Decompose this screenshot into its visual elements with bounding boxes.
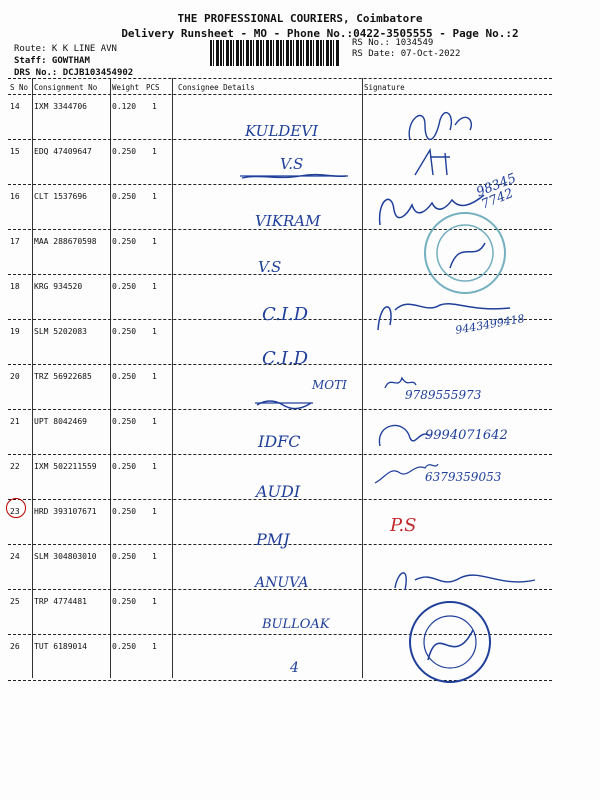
row-weight: 0.250 <box>112 147 137 156</box>
handwritten-consignee: ANUVA <box>255 575 309 591</box>
row-pcs: 1 <box>152 372 157 381</box>
row-weight: 0.250 <box>112 417 137 426</box>
row-pcs: 1 <box>152 417 157 426</box>
handwritten-consignee: V.S <box>280 155 304 173</box>
handwritten-consignee: 4 <box>290 660 299 676</box>
divider <box>8 454 552 455</box>
handwritten-phone: 9789555973 <box>405 388 482 402</box>
row-pcs: 1 <box>152 192 157 201</box>
row-sno: 15 <box>10 147 20 156</box>
signature-scribble <box>395 100 495 150</box>
col-weight: Weight <box>112 83 140 92</box>
row-consignment: TRZ 56922685 <box>34 372 92 381</box>
rs-date: RS Date: 07-Oct-2022 <box>352 49 461 59</box>
row-weight: 0.250 <box>112 597 137 606</box>
row-weight: 0.250 <box>112 282 137 291</box>
row-pcs: 1 <box>152 462 157 471</box>
row-consignment: SLM 5202083 <box>34 327 87 336</box>
row-consignment: HRD 393107671 <box>34 507 97 516</box>
barcode <box>210 40 340 66</box>
row-sno: 18 <box>10 282 20 291</box>
rs-number: RS No.: 1034549 <box>352 38 434 48</box>
row-pcs: 1 <box>152 507 157 516</box>
row-sno: 19 <box>10 327 20 336</box>
strikethrough-word <box>255 395 315 411</box>
row-consignment: MAA 288670598 <box>34 237 97 246</box>
signature-scribble <box>405 145 465 185</box>
row-weight: 0.250 <box>112 507 137 516</box>
signature-scribble <box>370 290 520 340</box>
row-pcs: 1 <box>152 552 157 561</box>
row-sno: 25 <box>10 597 20 606</box>
handwritten-consignee: IDFC <box>258 432 301 451</box>
row-consignment: KRG 934520 <box>34 282 83 291</box>
row-consignment: UPT 8042469 <box>34 417 87 426</box>
strikethrough-word <box>240 168 350 184</box>
row-consignment: IXM 502211559 <box>34 462 97 471</box>
row-consignment: SLM 304803010 <box>34 552 97 561</box>
handwritten-consignee: C.I.D <box>262 304 309 325</box>
col-pcs: PCS <box>146 83 160 92</box>
signature-scribble <box>390 560 540 600</box>
row-weight: 0.250 <box>112 192 137 201</box>
row-sno: 22 <box>10 462 20 471</box>
row-weight: 0.120 <box>112 102 137 111</box>
row-weight: 0.250 <box>112 237 137 246</box>
row-weight: 0.250 <box>112 462 137 471</box>
handwritten-phone: 9443499418 <box>454 312 526 337</box>
row-sno: 21 <box>10 417 20 426</box>
col-signature: Signature <box>364 83 405 92</box>
company-stamp <box>420 208 510 298</box>
row-pcs: 1 <box>152 147 157 156</box>
handwritten-consignee: MOTI <box>312 378 347 392</box>
handwritten-phone: 9994071642 <box>425 428 508 443</box>
row-consignment: IXM 3344706 <box>34 102 87 111</box>
company-seal <box>398 600 502 684</box>
row-sno: 20 <box>10 372 20 381</box>
row-weight: 0.250 <box>112 372 137 381</box>
handwritten-consignee: BULLOAK <box>262 617 330 632</box>
row-sno: 14 <box>10 102 20 111</box>
handwritten-consignee: KULDEVI <box>245 122 319 140</box>
row-consignment: CLT 1537696 <box>34 192 87 201</box>
drs-number: DRS No.: DCJB103454902 <box>14 68 134 78</box>
row-sno: 26 <box>10 642 20 651</box>
handwritten-phone: 98345 7742 <box>474 170 519 213</box>
row-pcs: 1 <box>152 282 157 291</box>
divider <box>8 78 552 79</box>
row-sno: 17 <box>10 237 20 246</box>
handwritten-signature: P.S <box>390 515 417 536</box>
row-weight: 0.250 <box>112 327 137 336</box>
row-pcs: 1 <box>152 102 157 111</box>
handwritten-consignee: V.S <box>258 258 282 276</box>
document-title: THE PROFESSIONAL COURIERS, Coimbatore <box>177 12 423 25</box>
handwritten-consignee: PMJ <box>256 530 290 549</box>
handwritten-consignee: VIKRAM <box>255 212 321 230</box>
row-pcs: 1 <box>152 642 157 651</box>
divider <box>8 94 552 95</box>
right-meta <box>352 38 460 60</box>
row-weight: 0.250 <box>112 552 137 561</box>
handwritten-consignee: C.I.D <box>262 348 309 369</box>
staff: Staff: GOWTHAM <box>14 56 90 66</box>
col-sno: S No <box>10 83 29 92</box>
row-pcs: 1 <box>152 327 157 336</box>
left-meta <box>14 43 133 79</box>
handwritten-consignee: AUDI <box>256 482 301 501</box>
row-consignment: EDQ 47409647 <box>34 147 92 156</box>
row-consignment: TUT 6189014 <box>34 642 87 651</box>
row-sno: 24 <box>10 552 20 561</box>
row-weight: 0.250 <box>112 642 137 651</box>
col-consignment: Consignment No <box>34 83 98 92</box>
col-consignee: Consignee Details <box>178 83 255 92</box>
row-pcs: 1 <box>152 597 157 606</box>
runsheet-subtitle: Delivery Runsheet - MO - Phone No.:0422-3505555 - Page No.:2 <box>121 27 519 40</box>
route: Route: K K LINE AVN <box>14 44 117 54</box>
row-sno: 23 <box>10 507 20 516</box>
handwritten-phone: 6379359053 <box>425 470 502 484</box>
row-pcs: 1 <box>152 237 157 246</box>
row-consignment: TRP 4774481 <box>34 597 87 606</box>
highlight-circle <box>6 498 26 518</box>
row-sno: 16 <box>10 192 20 201</box>
